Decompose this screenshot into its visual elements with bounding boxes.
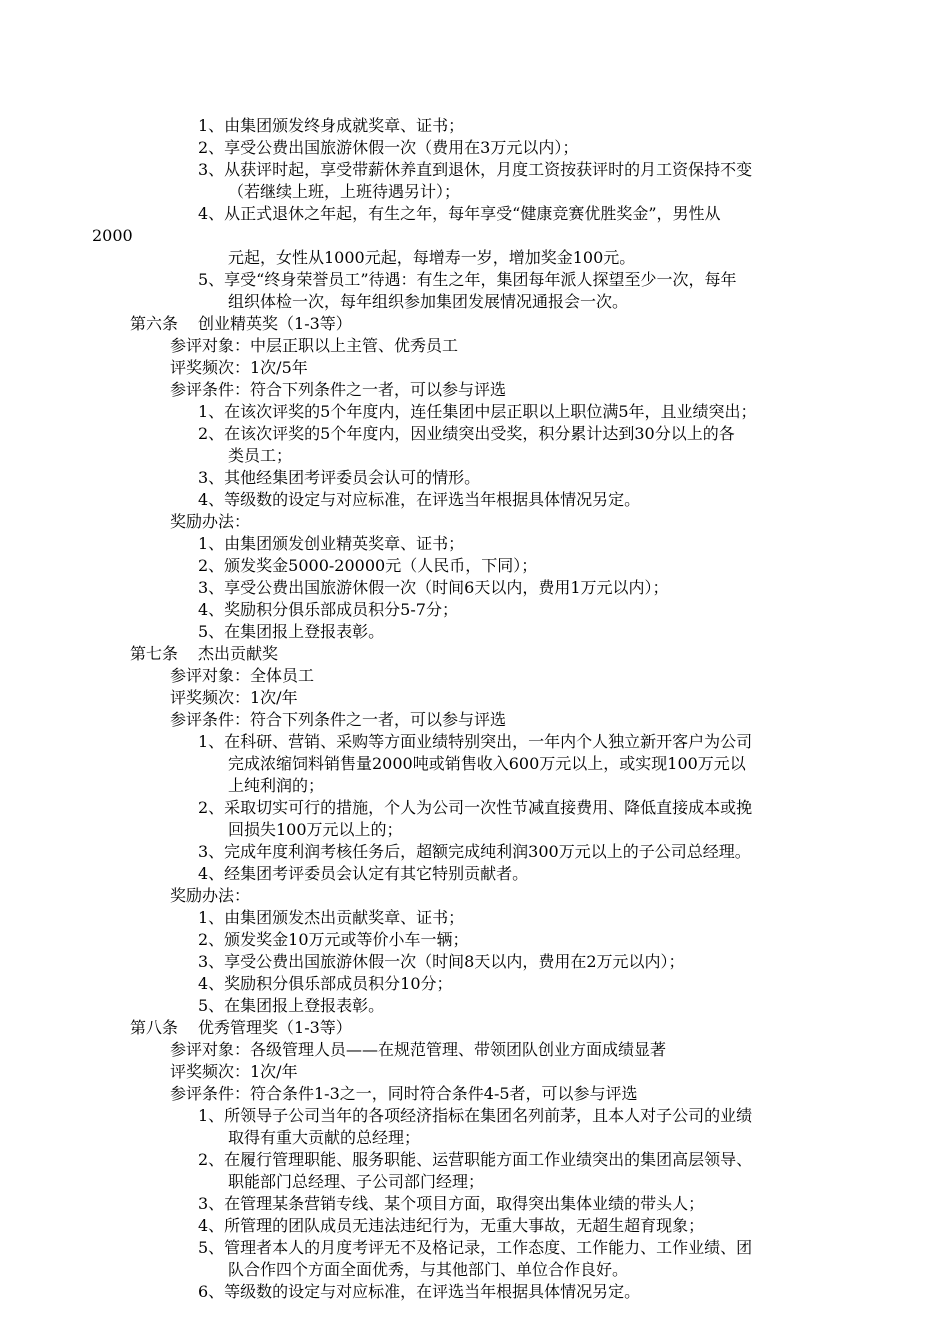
field-line: 评奖频次：1次/5年: [170, 358, 308, 377]
field-line: 参评对象：中层正职以上主管、优秀员工: [170, 336, 459, 355]
list-item-continuation: 元起，女性从1000元起，每增寿一岁，增加奖金100元。: [228, 248, 636, 267]
list-item-continuation: 上纯利润的；: [228, 776, 325, 795]
list-item: 4、从正式退休之年起，有生之年，每年享受“健康竞赛优胜奖金”，男性从: [198, 204, 721, 223]
wrapped-text: 2000: [92, 226, 133, 245]
list-item: 1、由集团颁发杰出贡献奖章、证书；: [198, 908, 465, 927]
list-item: 2、颁发奖金5000-20000元（人民币，下同）；: [198, 556, 538, 575]
field-line: 奖励办法：: [170, 512, 251, 531]
list-item: 5、享受“终身荣誉员工”待遇：有生之年，集团每年派人探望至少一次，每年: [198, 270, 737, 289]
field-line: 参评对象：全体员工: [170, 666, 315, 685]
article-title: 创业精英奖（1-3等）: [198, 314, 352, 333]
field-line: 奖励办法：: [170, 886, 251, 905]
list-item: 1、所领导子公司当年的各项经济指标在集团名列前茅，且本人对子公司的业绩: [198, 1106, 753, 1125]
list-item: 5、在集团报上登报表彰。: [198, 622, 385, 641]
list-item: 2、享受公费出国旅游休假一次（费用在3万元以内）；: [198, 138, 579, 157]
list-item: 3、享受公费出国旅游休假一次（时间6天以内，费用1万元以内）；: [198, 578, 669, 597]
list-item: 3、在管理某条营销专线、某个项目方面，取得突出集体业绩的带头人；: [198, 1194, 705, 1213]
field-line: 参评条件：符合条件1-3之一，同时符合条件4-5者，可以参与评选: [170, 1084, 638, 1103]
list-item: 3、其他经集团考评委员会认可的情形。: [198, 468, 481, 487]
list-item: 4、所管理的团队成员无违法违纪行为，无重大事故，无超生超育现象；: [198, 1216, 705, 1235]
list-item-continuation: 取得有重大贡献的总经理；: [228, 1128, 421, 1147]
list-item: 5、管理者本人的月度考评无不及格记录，工作态度、工作能力、工作业绩、团: [198, 1238, 753, 1257]
field-line: 参评对象：各级管理人员——在规范管理、带领团队创业方面成绩显著: [170, 1040, 667, 1059]
field-line: 参评条件：符合下列条件之一者，可以参与评选: [170, 380, 507, 399]
list-item: 4、奖励积分俱乐部成员积分5-7分；: [198, 600, 458, 619]
article-title: 杰出贡献奖: [198, 644, 279, 663]
field-line: 评奖频次：1次/年: [170, 688, 298, 707]
article-number: 第七条: [130, 644, 179, 663]
list-item: 1、由集团颁发创业精英奖章、证书；: [198, 534, 465, 553]
list-item-continuation: 组织体检一次，每年组织参加集团发展情况通报会一次。: [228, 292, 629, 311]
list-item: 1、由集团颁发终身成就奖章、证书；: [198, 116, 465, 135]
list-item: 1、在该次评奖的5个年度内，连任集团中层正职以上职位满5年，且业绩突出；: [198, 402, 757, 421]
list-item-continuation: （若继续上班，上班待遇另计）；: [228, 182, 461, 201]
article-heading: [130, 313, 352, 335]
article-title: 优秀管理奖（1-3等）: [198, 1018, 352, 1037]
list-item: 3、享受公费出国旅游休假一次（时间8天以内，费用在2万元以内）；: [198, 952, 685, 971]
list-item: 2、在履行管理职能、服务职能、运营职能方面工作业绩突出的集团高层领导、: [198, 1150, 753, 1169]
list-item: 5、在集团报上登报表彰。: [198, 996, 385, 1015]
article-number: 第六条: [130, 314, 179, 333]
list-item: 6、等级数的设定与对应标准，在评选当年根据具体情况另定。: [198, 1282, 641, 1301]
article-heading: [130, 643, 278, 665]
list-item: 3、完成年度利润考核任务后，超额完成纯利润300万元以上的子公司总经理。: [198, 842, 751, 861]
list-item: 4、经集团考评委员会认定有其它特别贡献者。: [198, 864, 529, 883]
list-item: 3、从获评时起，享受带薪休养直到退休，月度工资按获评时的月工资保持不变: [198, 160, 753, 179]
list-item-continuation: 回损失100万元以上的；: [228, 820, 403, 839]
field-line: 评奖频次：1次/年: [170, 1062, 298, 1081]
list-item-continuation: 完成浓缩饲料销售量2000吨或销售收入600万元以上，或实现100万元以: [228, 754, 746, 773]
article-number: 第八条: [130, 1018, 179, 1037]
field-line: 参评条件：符合下列条件之一者，可以参与评选: [170, 710, 507, 729]
list-item-continuation: 职能部门总经理、子公司部门经理；: [228, 1172, 485, 1191]
list-item: 4、奖励积分俱乐部成员积分10分；: [198, 974, 453, 993]
list-item-continuation: 队合作四个方面全面优秀，与其他部门、单位合作良好。: [228, 1260, 629, 1279]
list-item: 2、在该次评奖的5个年度内，因业绩突出受奖，积分累计达到30分以上的各: [198, 424, 735, 443]
article-heading: [130, 1017, 352, 1039]
list-item: 2、颁发奖金10万元或等价小车一辆；: [198, 930, 469, 949]
list-item: 2、采取切实可行的措施，个人为公司一次性节减直接费用、降低直接成本或挽: [198, 798, 753, 817]
list-item: 1、在科研、营销、采购等方面业绩特别突出，一年内个人独立新开客户为公司: [198, 732, 753, 751]
list-item-continuation: 类员工；: [228, 446, 293, 465]
list-item: 4、等级数的设定与对应标准，在评选当年根据具体情况另定。: [198, 490, 641, 509]
